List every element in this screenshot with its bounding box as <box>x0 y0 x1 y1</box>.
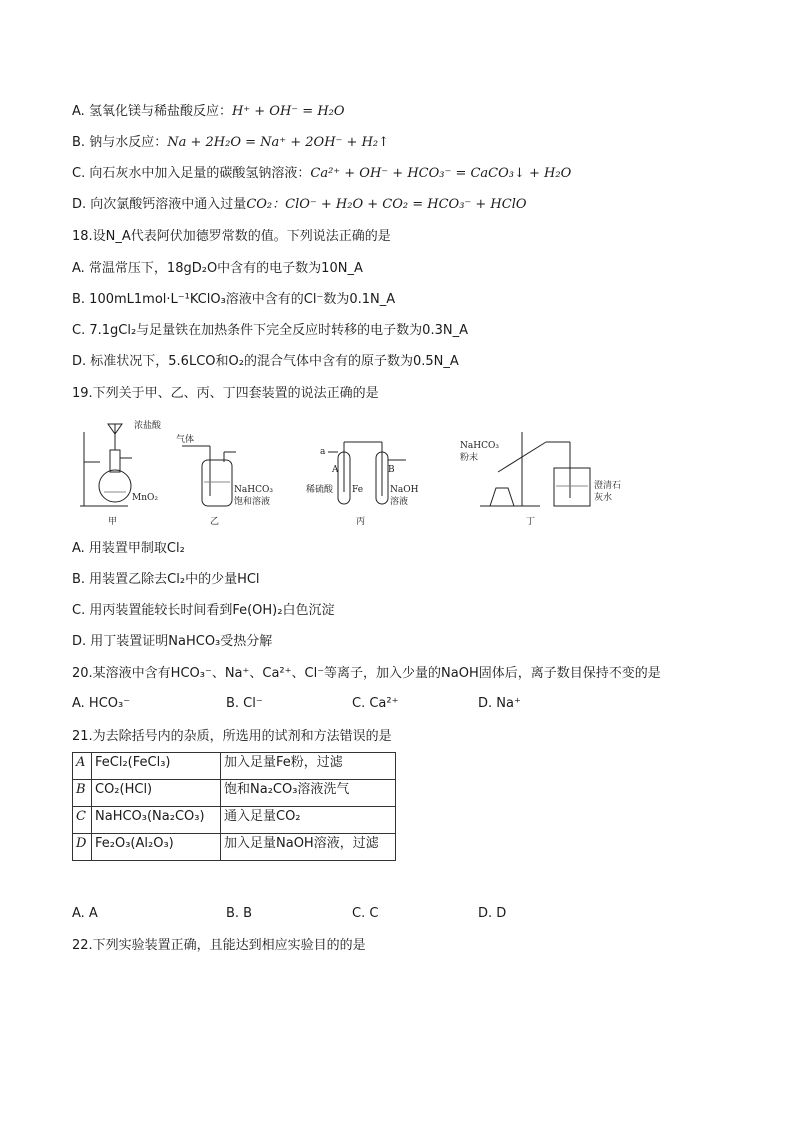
table-cell: A <box>73 753 92 780</box>
q17-option-b: B. 钠与水反应：Na + 2H₂O = Na⁺ + 2OH⁻ + H₂↑ <box>72 135 390 150</box>
apparatus-yi <box>182 446 236 506</box>
table-cell: B <box>73 780 92 807</box>
q20-option-d: D. Na⁺ <box>478 696 521 711</box>
q18-option-d: D. 标准状况下，5.6LCO和O₂的混合气体中含有的原子数为0.5N_A <box>72 354 459 369</box>
q19-option-d: D. 用丁装置证明NaHCO₃受热分解 <box>72 634 273 649</box>
q21-stem: 21.为去除括号内的杂质，所选用的试剂和方法错误的是 <box>72 729 392 744</box>
table-cell: Fe₂O₃(Al₂O₃) <box>92 834 221 861</box>
bing-label-naoh2: 溶液 <box>390 497 409 507</box>
ding-caption: 丁 <box>526 517 536 527</box>
q22-stem: 22.下列实验装置正确，且能达到相应实验目的的是 <box>72 938 366 953</box>
ding-label-w1: 澄清石 <box>594 481 622 491</box>
table-cell: 饱和Na₂CO₃溶液洗气 <box>221 780 396 807</box>
table-row <box>73 780 396 807</box>
bing-label-acid: 稀硫酸 <box>306 485 334 495</box>
bing-label-a: a <box>320 447 326 457</box>
yi-label-sol1: NaHCO₃ <box>234 485 273 495</box>
q18-option-b: B. 100mL1mol·L⁻¹KClO₃溶液中含有的Cl⁻数为0.1N_A <box>72 292 396 307</box>
jia-label-acid: 浓盐酸 <box>134 421 162 431</box>
jia-label-mno2: MnO₂ <box>132 493 158 503</box>
q18-option-a: A. 常温常压下，18gD₂O中含有的电子数为10N_A <box>72 261 363 276</box>
q17-option-c: C. 向石灰水中加入足量的碳酸氢钠溶液：Ca²⁺ + OH⁻ + HCO₃⁻ = CaCO₃↓ + H₂O <box>72 166 572 181</box>
bing-label-A: A <box>332 465 339 475</box>
apparatus-jia <box>80 424 132 506</box>
q21-option-a: A. A <box>72 906 98 921</box>
q20-option-a: A. HCO₃⁻ <box>72 696 131 711</box>
ding-label-s2: 粉末 <box>460 453 479 463</box>
table-cell: C <box>73 807 92 834</box>
q21-table <box>72 752 396 861</box>
ding-label-s1: NaHCO₃ <box>460 441 499 451</box>
q18-option-c: C. 7.1gCl₂与足量铁在加热条件下完全反应时转移的电子数为0.3N_A <box>72 323 468 338</box>
table-cell: CO₂(HCl) <box>92 780 221 807</box>
q20-stem: 20.某溶液中含有HCO₃⁻、Na⁺、Ca²⁺、Cl⁻等离子，加入少量的NaOH固体后，离子数目保持不变的是 <box>72 666 661 681</box>
table-row <box>73 753 396 780</box>
table-cell: NaHCO₃(Na₂CO₃) <box>92 807 221 834</box>
table-row <box>73 807 396 834</box>
q21-option-b: B. B <box>226 906 253 921</box>
q19-option-c: C. 用丙装置能较长时间看到Fe(OH)₂白色沉淀 <box>72 603 335 618</box>
q21-option-d: D. D <box>478 906 507 921</box>
ding-label-w2: 灰水 <box>594 493 613 503</box>
yi-label-sol2: 饱和溶液 <box>234 497 271 507</box>
bing-label-B: B <box>388 465 395 475</box>
bing-caption: 丙 <box>356 517 366 527</box>
table-cell: 通入足量CO₂ <box>221 807 396 834</box>
table-cell: FeCl₂(FeCl₃) <box>92 753 221 780</box>
q20-option-b: B. Cl⁻ <box>226 696 263 711</box>
table-cell: 加入足量Fe粉，过滤 <box>221 753 396 780</box>
table-cell: D <box>73 834 92 861</box>
table-cell: 加入足量NaOH溶液，过滤 <box>221 834 396 861</box>
q19-apparatus-figure <box>70 412 670 532</box>
q19-option-a: A. 用装置甲制取Cl₂ <box>72 541 185 556</box>
q20-option-c: C. Ca²⁺ <box>352 696 399 711</box>
yi-caption: 乙 <box>210 517 220 527</box>
q19-option-b: B. 用装置乙除去Cl₂中的少量HCl <box>72 572 260 587</box>
yi-label-gas: 气体 <box>176 435 195 445</box>
bing-label-naoh1: NaOH <box>390 485 419 495</box>
jia-caption: 甲 <box>108 517 118 527</box>
q21-option-c: C. C <box>352 906 379 921</box>
q19-stem: 19.下列关于甲、乙、丙、丁四套装置的说法正确的是 <box>72 386 379 401</box>
bing-label-fe: Fe <box>352 485 364 495</box>
q17-option-d: D. 向次氯酸钙溶液中通入过量CO₂：ClO⁻ + H₂O + CO₂ = HCO₃⁻ + HClO <box>72 197 527 212</box>
q18-stem: 18.设N_A代表阿伏加德罗常数的值。下列说法正确的是 <box>72 229 391 244</box>
q17-option-a: A. 氢氧化镁与稀盐酸反应：H⁺ + OH⁻ = H₂O <box>72 104 345 119</box>
table-row <box>73 834 396 861</box>
